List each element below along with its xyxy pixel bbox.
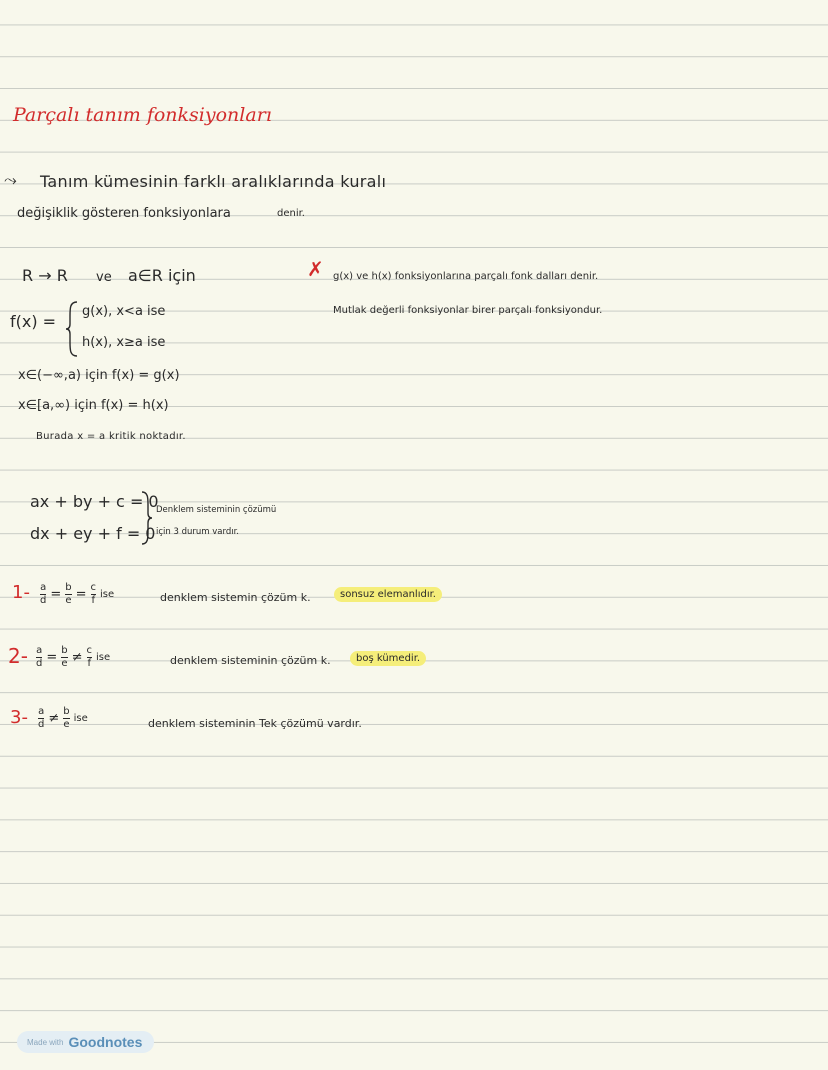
side-note-line-2: Mutlak değerli fonksiyonlar birer parçalı fonksiyondur.	[333, 305, 603, 316]
case-2-number: 2-	[8, 644, 28, 668]
case-2-text: denklem sisteminin çözüm k.	[170, 654, 331, 667]
fraction: $\frac{b}{e}$	[63, 706, 70, 730]
fraction: $\frac{a}{d}$	[40, 582, 47, 606]
condition-text: a∈R için	[128, 266, 196, 285]
case-2: h(x), x≥a ise	[82, 335, 166, 350]
interval-1: x∈(−∞,a) için f(x) = g(x)	[18, 368, 180, 383]
operator: =	[46, 650, 58, 665]
case-2-ratios	[36, 646, 110, 669]
piecewise-brace	[64, 300, 80, 358]
case-3-number: 3-	[10, 707, 28, 728]
interval-2: x∈[a,∞) için f(x) = h(x)	[18, 398, 169, 413]
critical-point-note: Burada x = a kritik noktadır.	[36, 431, 186, 442]
system-equation-2: dx + ey + f = 0	[30, 524, 156, 543]
domain-mapping: R → R	[22, 266, 68, 285]
fraction: $\frac{b}{e}$	[61, 645, 68, 669]
operator: =	[75, 587, 87, 602]
goodnotes-watermark	[17, 1031, 154, 1053]
highlighted-result: boş kümedir.	[350, 651, 426, 666]
definition-line-2: değişiklik gösteren fonksiyonlara	[17, 206, 231, 221]
fraction: $\frac{a}{d}$	[38, 706, 45, 730]
and-word: ve	[96, 270, 112, 285]
case-1-text: denklem sistemin çözüm k.	[160, 591, 311, 604]
ise-word: ise	[96, 651, 111, 663]
system-note-line-1: Denklem sisteminin çözümü	[156, 505, 277, 515]
case-1-ratios	[40, 583, 114, 606]
ise-word: ise	[100, 588, 115, 600]
ise-word: ise	[73, 712, 88, 724]
definition-symbol: ⤳	[4, 170, 17, 189]
operator: ≠	[71, 650, 83, 665]
case-1: g(x), x<a ise	[82, 304, 166, 319]
system-note-line-2: için 3 durum vardır.	[156, 527, 239, 537]
definition-line-1: Tanım kümesinin farklı aralıklarında kuralı	[40, 172, 387, 191]
definition-line-2-end: denir.	[277, 208, 305, 219]
operator: ≠	[48, 711, 60, 726]
side-note-line-1: g(x) ve h(x) fonksiyonlarına parçalı fonk dalları denir.	[333, 271, 599, 282]
case-1-highlight	[334, 590, 442, 600]
fraction: $\frac{b}{e}$	[65, 582, 72, 606]
function-lhs: f(x) =	[10, 312, 57, 331]
highlighted-result: sonsuz elemanlıdır.	[334, 587, 442, 602]
system-brace	[140, 490, 154, 546]
case-3-ratios	[38, 707, 88, 730]
case-2-highlight	[350, 654, 426, 664]
fraction: $\frac{c}{f}$	[86, 645, 93, 669]
system-equation-1: ax + by + c = 0	[30, 492, 159, 511]
watermark-prefix: Made with	[27, 1037, 64, 1047]
case-3-text: denklem sisteminin Tek çözümü vardır.	[148, 717, 362, 730]
case-1-number: 1-	[12, 582, 30, 603]
page-title: Parçalı tanım fonksiyonları	[13, 104, 272, 126]
operator: =	[50, 587, 62, 602]
fraction: $\frac{a}{d}$	[36, 645, 43, 669]
fraction: $\frac{c}{f}$	[90, 582, 97, 606]
side-note-mark: ✗	[307, 257, 324, 281]
watermark-brand: Goodnotes	[68, 1034, 143, 1050]
